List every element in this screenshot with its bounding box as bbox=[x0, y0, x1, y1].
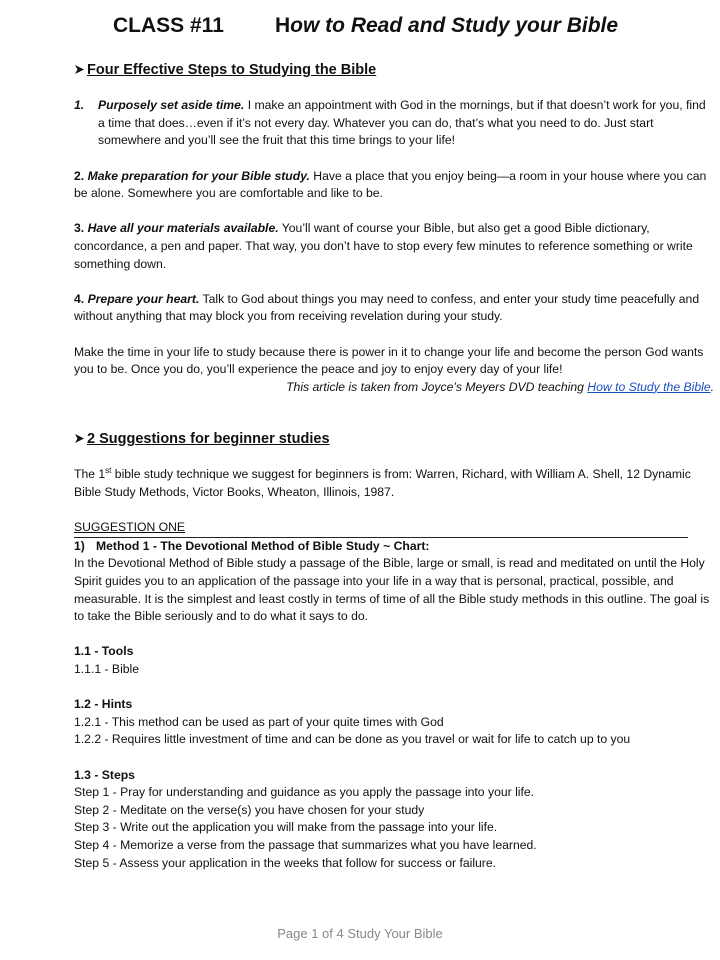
step-2-number: 2. bbox=[74, 168, 85, 183]
intro-sup: st bbox=[105, 466, 112, 476]
source-text: This article is taken from Joyce’s Meyers DVD teaching bbox=[286, 379, 588, 394]
intro-a: The 1 bbox=[74, 467, 106, 482]
section1-heading bbox=[74, 62, 714, 80]
method-title-line bbox=[74, 538, 714, 556]
source-link[interactable]: How to Study the Bible bbox=[587, 379, 711, 394]
arrow-bullet-icon bbox=[74, 431, 85, 449]
closing-paragraph: Make the time in your life to study because there is power in it to change your life and become the person God wants you to be. Once you do, you’ll experience the peace and joy to enjoy every day of your life! bbox=[74, 344, 704, 377]
section2-heading-text: 2 Suggestions for beginner studies bbox=[87, 431, 330, 448]
arrow-bullet-icon bbox=[74, 62, 85, 80]
lesson-title bbox=[275, 14, 618, 38]
lesson-title-initial: H bbox=[275, 14, 291, 37]
lesson-title-rest: ow to Read and Study your Bible bbox=[290, 14, 619, 37]
step-4-lead: Prepare your heart. bbox=[87, 291, 200, 306]
hints-heading: 1.2 - Hints bbox=[74, 697, 133, 712]
page-footer: Page 1 of 4 Study Your Bible bbox=[277, 926, 443, 941]
source-citation bbox=[74, 379, 714, 397]
step-1-number: 1. bbox=[74, 98, 85, 113]
step-2-text: Have a place that you enjoy being—a room in your house where you can be alone. Somewhere you are comfortable and like to be. bbox=[74, 168, 707, 201]
section2-heading bbox=[74, 431, 714, 449]
document-body bbox=[74, 62, 714, 872]
suggestion-label: SUGGESTION ONE bbox=[74, 519, 688, 538]
step-1-text: I make an appointment with God in the mornings, but if that doesn’t work for you, find a time that does…even if it’s not every day. Whatever you can do, that’s what you need to do. Just start somewhere and you’ll see the fruit that this time brings to your life! bbox=[98, 98, 706, 148]
steps-item: Step 1 - Pray for understanding and guidance as you apply the passage into your life. bbox=[74, 785, 535, 800]
step-4-paragraph bbox=[74, 291, 714, 326]
intro-b: bible study technique we suggest for beginners is from: Warren, Richard, with William A. Shell, 12 Dynamic Bible Study Methods, Victor Books, Wheaton, Illinois, 1987. bbox=[74, 467, 691, 500]
step-3-number: 3. bbox=[74, 221, 85, 236]
step-3-text: You’ll want of course your Bible, but also get a good Bible dictionary, concordance, a pen and paper. That way, you don’t have to stop every few minutes to reference something or write something down. bbox=[74, 221, 693, 271]
method-number: 1) bbox=[74, 538, 85, 553]
hints-item: 1.2.1 - This method can be used as part of your quite times with God bbox=[74, 714, 444, 729]
step-3-paragraph bbox=[74, 220, 714, 273]
intro-paragraph bbox=[74, 466, 714, 501]
step-3-lead: Have all your materials available. bbox=[87, 221, 279, 236]
step-1-lead: Purposely set aside time. bbox=[98, 98, 245, 113]
page-title bbox=[0, 14, 720, 44]
step-4-number: 4. bbox=[74, 291, 85, 306]
class-number: CLASS #11 bbox=[113, 14, 224, 37]
section1-heading-text: Four Effective Steps to Studying the Bible bbox=[87, 62, 377, 78]
step-2-paragraph bbox=[74, 168, 714, 203]
tools-heading: 1.1 - Tools bbox=[74, 644, 134, 659]
step-4-text: Talk to God about things you may need to confess, and enter your study time peacefully and without anything that may block you from receiving revelation during your study. bbox=[74, 291, 700, 324]
method-title: Method 1 - The Devotional Method of Bible Study ~ Chart: bbox=[96, 538, 430, 553]
hints-item: 1.2.2 - Requires little investment of time and can be done as you travel or wait for life to catch up to you bbox=[74, 732, 631, 747]
source-end: . bbox=[710, 379, 714, 394]
steps-item: Step 4 - Memorize a verse from the passage that summarizes what you have learned. bbox=[74, 837, 537, 852]
steps-item: Step 5 - Assess your application in the weeks that follow for success or failure. bbox=[74, 855, 497, 870]
tools-item: 1.1.1 - Bible bbox=[74, 662, 140, 676]
step-2-lead: Make preparation for your Bible study. bbox=[87, 168, 310, 183]
method-description: In the Devotional Method of Bible study a passage of the Bible, large or small, is read and meditated on until the Holy Spirit guides you to an application of the passage into your life in a way that is personal, practical, possible, and measurable. It is the simplest and least costly in terms of time of all the Bible study methods in this outline. The goal is to take the Bible seriously and to do what it says to do. bbox=[74, 556, 710, 624]
steps-item: Step 2 - Meditate on the verse(s) you have chosen for your study bbox=[74, 802, 425, 817]
steps-heading: 1.3 - Steps bbox=[74, 767, 135, 782]
step-1-paragraph bbox=[74, 97, 714, 150]
steps-item: Step 3 - Write out the application you will make from the passage into your life. bbox=[74, 820, 498, 835]
